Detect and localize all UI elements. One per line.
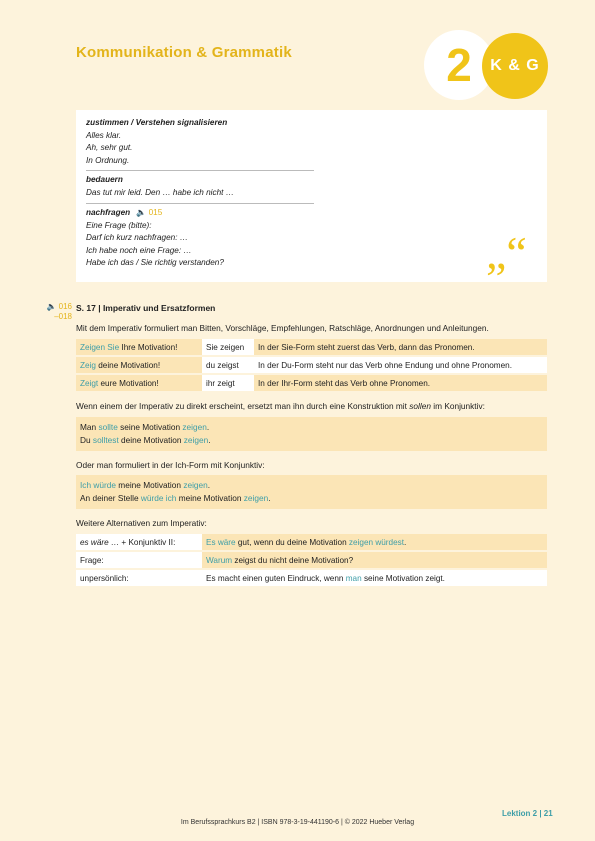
- phrase-heading: bedauern: [86, 175, 123, 184]
- audio-track-range: –018: [54, 312, 72, 321]
- paragraph-alternatives: Weitere Alternativen zum Imperativ:: [76, 518, 207, 528]
- verb-highlight: Zeig: [80, 360, 96, 370]
- example-line: Du solltest deine Motivation zeigen.: [80, 435, 211, 445]
- section-badge: K & G: [482, 33, 548, 99]
- intro-text: Mit dem Imperativ formuliert man Bitten, Vorschläge, Empfehlungen, Ratschläge, Anordnungen und Anleitungen.: [76, 323, 489, 333]
- paragraph-sollen: Wenn einem der Imperativ zu direkt erscheint, ersetzt man ihn durch eine Konstruktion mit sollen im Konjunktiv:: [76, 401, 485, 411]
- example-box-sollen: [76, 417, 547, 451]
- phrase-line: Ich habe noch eine Frage: …: [86, 245, 192, 255]
- audio-icon[interactable]: 🔈 015: [136, 208, 163, 217]
- phrase-section-regret: [86, 174, 314, 199]
- phrase-heading: zustimmen / Verstehen signalisieren: [86, 118, 228, 127]
- paragraph-ich-form: Oder man formuliert in der Ich-Form mit Konjunktiv:: [76, 460, 265, 470]
- phrase-line: Ah, sehr gut.: [86, 143, 133, 153]
- verb-form: du zeigst: [202, 357, 254, 373]
- divider: [86, 203, 314, 204]
- phrase-line: Das tut mir leid. Den … habe ich nicht …: [86, 187, 234, 197]
- rule-description: In der Ihr-Form steht das Verb ohne Pronomen.: [254, 375, 547, 391]
- verb-highlight: Zeigt: [80, 378, 99, 388]
- rule-description: In der Sie-Form steht zuerst das Verb, dann das Pronomen.: [254, 339, 547, 355]
- keyword: sollen: [409, 401, 431, 411]
- table-row: unpersönlich: Es macht einen guten Eindruck, wenn man seine Motivation zeigt.: [76, 570, 547, 586]
- phrase-heading: nachfragen: [86, 208, 131, 217]
- phrase-line: In Ordnung.: [86, 155, 130, 165]
- copyright-line: Im Berufssprachkurs B2 | ISBN 978-3-19-441190-6 | © 2022 Hueber Verlag: [180, 819, 415, 826]
- phrase-line: Eine Frage (bitte):: [86, 220, 152, 230]
- example-text: Ihre Motivation!: [119, 342, 178, 352]
- quote-marks-icon: „“: [486, 227, 527, 278]
- page-title: Kommunikation & Grammatik: [76, 44, 292, 61]
- phrase-box: [76, 110, 547, 282]
- example-text: eure Motivation!: [98, 378, 159, 388]
- divider: [86, 170, 314, 171]
- table-row: Frage: Warum zeigst du nicht deine Motivation?: [76, 552, 547, 568]
- verb-highlight: Zeigen Sie: [80, 342, 120, 352]
- table-row: es wäre … + Konjunktiv II: Es wäre gut, wenn du deine Motivation zeigen würdest.: [76, 534, 547, 550]
- audio-track-number: 015: [148, 208, 163, 217]
- audio-track-number: 016: [58, 302, 72, 311]
- verb-form: ihr zeigt: [202, 375, 254, 391]
- table-row: [76, 339, 547, 355]
- example-line: An deiner Stelle würde ich meine Motivation zeigen.: [80, 493, 271, 503]
- alternatives-table: [76, 532, 547, 588]
- imperativ-table: [76, 337, 547, 393]
- example-text: deine Motivation!: [95, 360, 161, 370]
- phrase-line: Darf ich kurz nachfragen: …: [86, 233, 188, 243]
- table-row: [76, 375, 547, 391]
- phrase-line: Habe ich das / Sie richtig verstanden?: [86, 258, 224, 268]
- phrase-line: Alles klar.: [86, 130, 122, 140]
- phrase-section-agree: [86, 117, 314, 167]
- example-box-konjunktiv: [76, 475, 547, 509]
- audio-icon[interactable]: 🔈 016 –018: [46, 302, 72, 321]
- rule-description: In der Du-Form steht nur das Verb ohne Endung und ohne Pronomen.: [254, 357, 547, 373]
- page-number: Lektion 2 | 21: [502, 809, 553, 818]
- example-line: Man sollte seine Motivation zeigen.: [80, 422, 210, 432]
- chapter-number-badge: 2: [424, 30, 494, 100]
- phrase-section-ask: [86, 207, 314, 270]
- example-line: Ich würde meine Motivation zeigen.: [80, 480, 211, 490]
- section-title: S. 17 | Imperativ und Ersatzformen: [76, 303, 216, 313]
- table-row: [76, 357, 547, 373]
- verb-form: Sie zeigen: [202, 339, 254, 355]
